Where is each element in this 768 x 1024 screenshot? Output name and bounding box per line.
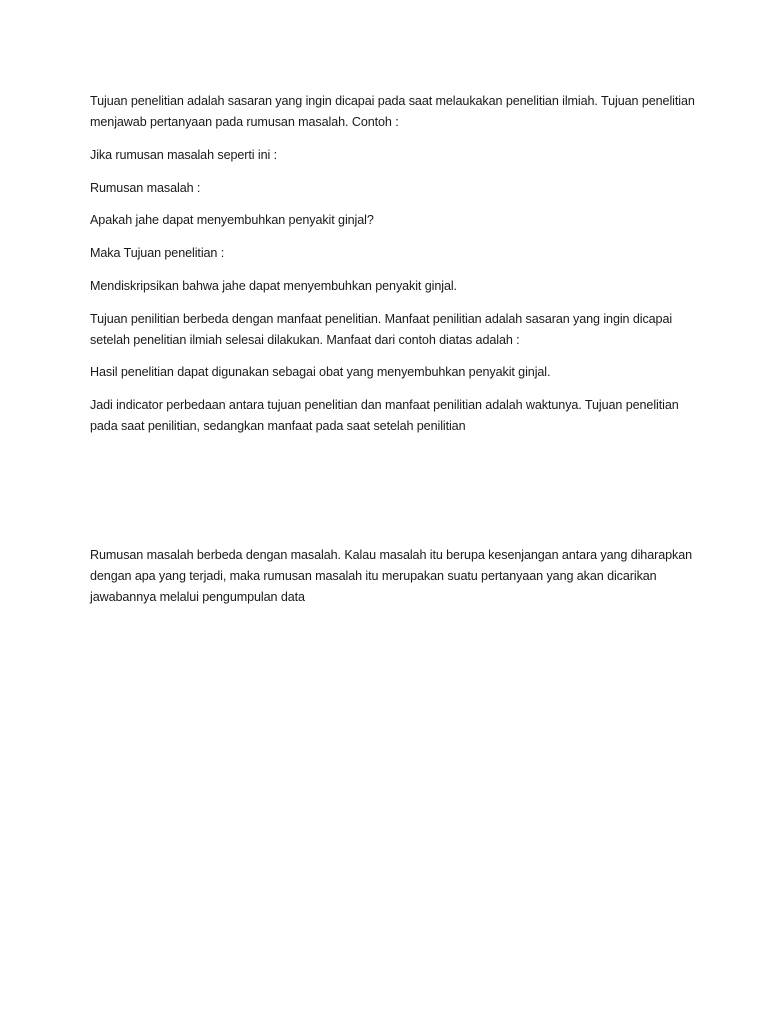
- paragraph-tujuan-definition: Tujuan penelitian adalah sasaran yang ingin dicapai pada saat melaukakan penelitian ilmiah. Tujuan penelitian menjawab pertanyaan pada rumusan masalah. Contoh :: [90, 94, 695, 129]
- paragraph-example-intro: Jika rumusan masalah seperti ini :: [90, 148, 277, 162]
- paragraph-manfaat-definition: Tujuan penilitian berbeda dengan manfaat penelitian. Manfaat penilitian adalah sasaran yang ingin dicapai setelah penelitian ilmiah selesai dilakukan. Manfaat dari contoh diatas adalah :: [90, 312, 673, 347]
- paragraph-rumusan-vs-masalah: Rumusan masalah berbeda dengan masalah. Kalau masalah itu berupa kesenjangan antara yang diharapkan dengan apa yang terjadi, maka rumusan masalah itu merupakan suatu pertanyaan yang akan dicarikan jawabannya melalui pengumpulan data: [90, 548, 693, 604]
- paragraph-tujuan-label: Maka Tujuan penelitian :: [90, 246, 225, 260]
- paragraph-tujuan-answer: Mendiskripsikan bahwa jahe dapat menyembuhkan penyakit ginjal.: [90, 279, 457, 293]
- paragraph-indicator: Jadi indicator perbedaan antara tujuan penelitian dan manfaat penilitian adalah waktunya. Tujuan penelitian pada saat penilitian, sedangkan manfaat pada saat setelah penilitian: [90, 398, 679, 433]
- paragraph-rumusan-question: Apakah jahe dapat menyembuhkan penyakit ginjal?: [90, 213, 374, 227]
- paragraph-manfaat-answer: Hasil penelitian dapat digunakan sebagai obat yang menyembuhkan penyakit ginjal.: [90, 365, 551, 379]
- paragraph-rumusan-label: Rumusan masalah :: [90, 181, 201, 195]
